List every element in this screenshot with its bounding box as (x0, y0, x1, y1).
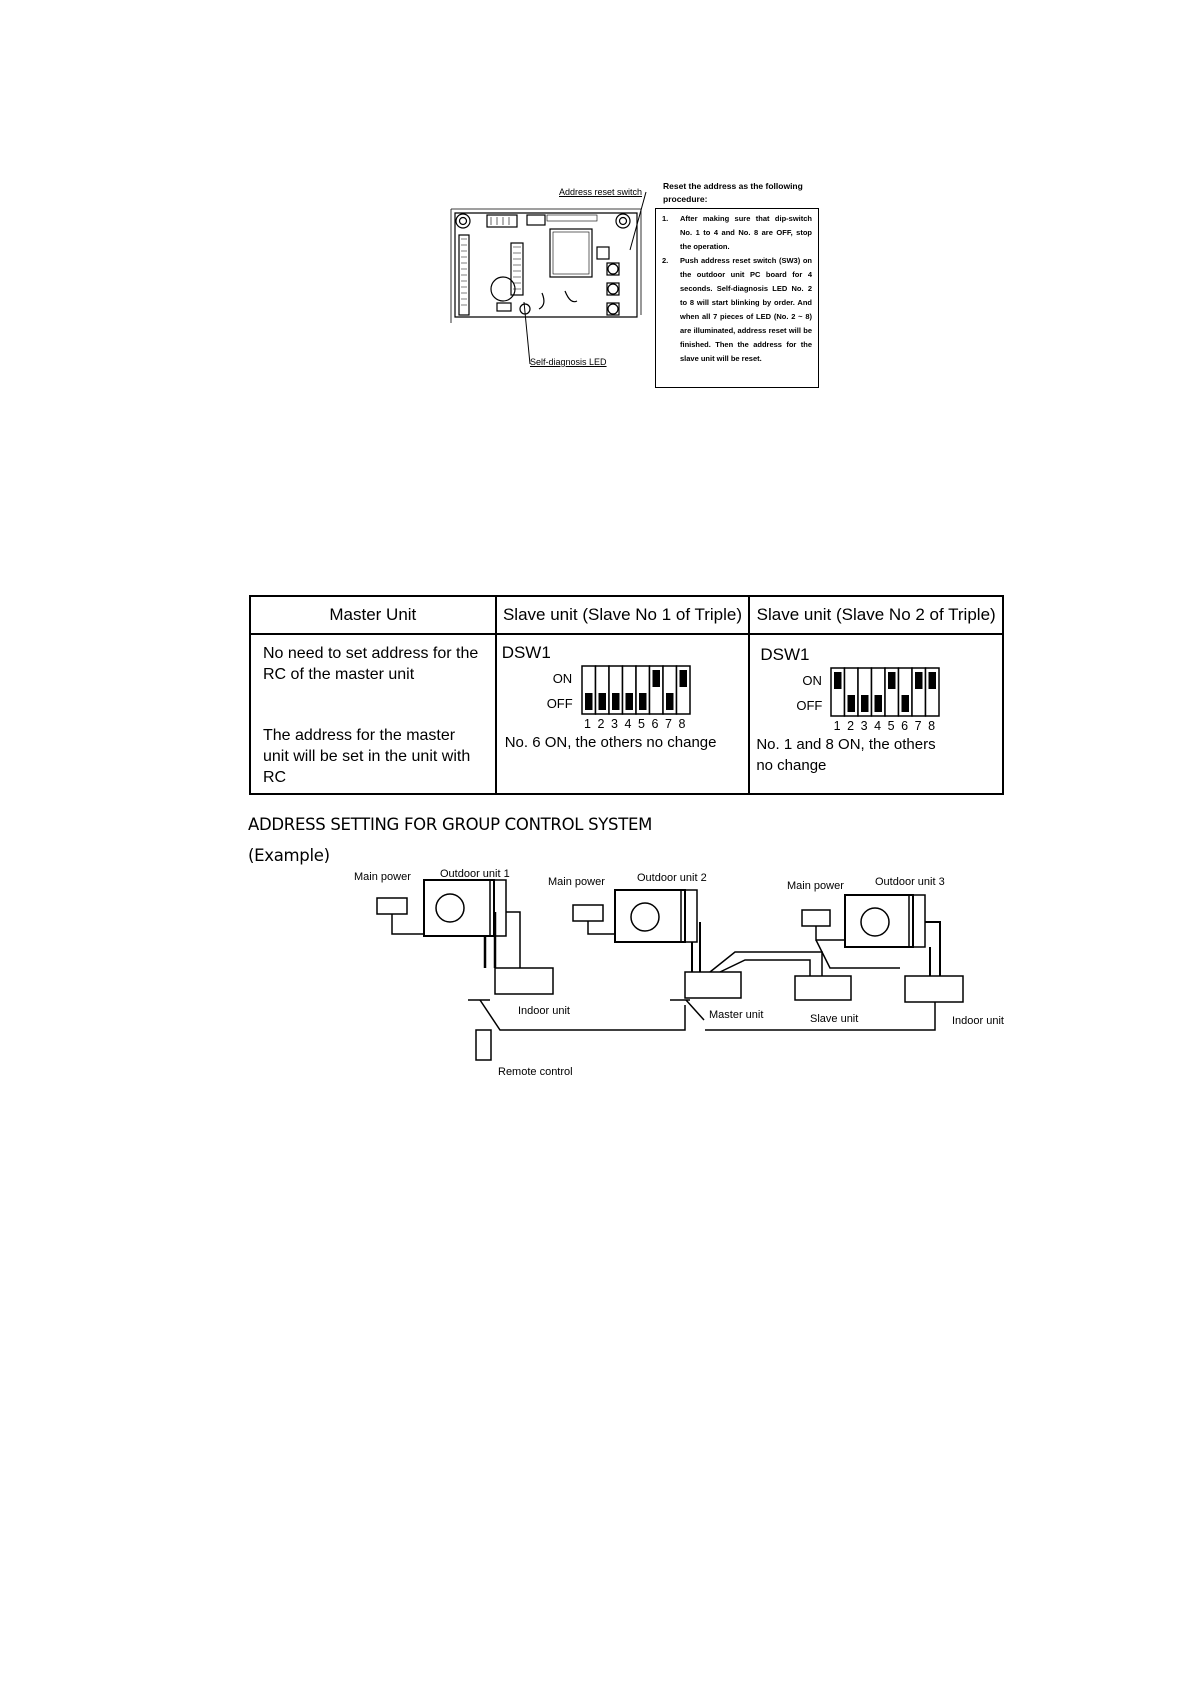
dip-switch-1 (831, 668, 845, 716)
outdoor-unit-1-label: Outdoor unit 1 (440, 868, 510, 880)
self-diagnosis-led-label: Self-diagnosis LED (530, 357, 607, 367)
outdoor-2-fan-icon (631, 903, 659, 931)
switch-number: 5 (887, 719, 895, 733)
slave1-cell (496, 634, 750, 794)
slave2-cell (749, 634, 1003, 794)
switch-number: 1 (583, 717, 591, 731)
switch-knob-on (679, 670, 687, 687)
main-power-3-box (802, 910, 830, 926)
header-slave-1: Slave unit (Slave No 1 of Triple) (496, 596, 750, 634)
master-unit-label: Master unit (709, 1009, 764, 1021)
switch-knob-off (612, 693, 620, 710)
switch-knob-on (834, 672, 842, 689)
switch-knob-off (585, 693, 593, 710)
dip-switch-5 (885, 668, 899, 716)
dip-switch-5 (636, 666, 650, 714)
dip-switch-4 (622, 666, 636, 714)
switch-number: 5 (637, 717, 645, 731)
indoor-unit-1-label: Indoor unit (518, 1005, 570, 1017)
dip-switch-8 (676, 666, 690, 714)
dip-switch-8 (926, 668, 940, 716)
outdoor-unit-1 (424, 880, 494, 936)
switch-numbers (581, 717, 689, 731)
on-label: ON (802, 673, 822, 688)
reset-switch-leader-line (600, 190, 660, 270)
switch-number: 8 (678, 717, 686, 731)
main-power-1-label: Main power (354, 871, 411, 883)
switch-number: 7 (914, 719, 922, 733)
dip-switch-slave1 (581, 665, 693, 717)
on-label: ON (552, 671, 573, 686)
indoor-unit-3-label: Indoor unit (952, 1015, 1004, 1027)
slave1-note: No. 6 ON, the others no change (504, 734, 717, 751)
slave-unit-label: Slave unit (810, 1013, 859, 1025)
indoor-unit-3 (905, 976, 963, 1002)
step-text: After making sure that dip-switch No. 1 to 4 and No. 8 are OFF, stop the operation. (680, 214, 812, 251)
switch-number: 6 (901, 719, 909, 733)
dip-switch-7 (663, 666, 677, 714)
outdoor-1-fan-icon (436, 894, 464, 922)
header-slave-2: Slave unit (Slave No 2 of Triple) (749, 596, 1003, 634)
dip-switch-6 (649, 666, 663, 714)
switch-title: DSW1 (760, 645, 810, 664)
switch-knob-on (929, 672, 937, 689)
switch-knob-on (915, 672, 923, 689)
switch-number: 3 (860, 719, 868, 733)
dip-switch-4 (872, 668, 886, 716)
switch-knob-off (666, 693, 674, 710)
main-power-3-label: Main power (787, 880, 844, 892)
master-unit (685, 972, 741, 998)
off-label: OFF (546, 696, 573, 711)
switch-knob-on (652, 670, 660, 687)
header-master: Master Unit (250, 596, 496, 634)
switch-number: 4 (874, 719, 882, 733)
switch-knob-off (875, 695, 883, 712)
switch-knob-off (861, 695, 869, 712)
slave2-note: No. 1 and 8 ON, the others no change (756, 736, 936, 774)
switch-title: DSW1 (501, 643, 551, 662)
procedure-box (655, 208, 819, 388)
switch-knob-off (598, 693, 606, 710)
remote-control-label: Remote control (498, 1066, 573, 1078)
switch-knob-off (902, 695, 910, 712)
switch-knob-off (639, 693, 647, 710)
outdoor-3-fan-icon (861, 908, 889, 936)
address-table (249, 595, 1004, 795)
main-power-2-label: Main power (548, 876, 605, 888)
step-number: 1. (662, 214, 669, 223)
switch-knob-off (848, 695, 856, 712)
dip-switch-2 (595, 666, 609, 714)
group-control-diagram (340, 860, 1010, 1080)
dip-switch-3 (858, 668, 872, 716)
example-label: (Example) (248, 846, 330, 865)
outdoor-unit-2 (615, 890, 685, 942)
switch-number: 3 (610, 717, 618, 731)
switch-number: 4 (624, 717, 632, 731)
table-header-row (250, 596, 1003, 634)
table-row (250, 634, 1003, 794)
dip-switch-slave2 (830, 667, 942, 719)
switch-number: 2 (597, 717, 605, 731)
step-number: 2. (662, 256, 669, 265)
main-power-2-box (573, 905, 603, 921)
switch-number: 8 (928, 719, 936, 733)
dip-switch-2 (845, 668, 859, 716)
dip-switch-6 (899, 668, 913, 716)
outdoor-unit-3 (845, 895, 913, 947)
switch-numbers (830, 719, 938, 733)
switch-number: 6 (651, 717, 659, 731)
indoor-unit-1 (495, 968, 553, 994)
remote-control-box (476, 1030, 491, 1060)
step-text: Push address reset switch (SW3) on the outdoor unit PC board for 4 seconds. Self-diagnosis LED No. 2 to 8 will start blinking by order. And when all 7 pieces of LED (No. 2 ~ 8) are illuminated, address reset will be finished. Then the address for the slave unit will be reset. (680, 256, 812, 363)
master-cell (250, 634, 496, 794)
dip-switch-7 (912, 668, 926, 716)
switch-knob-on (888, 672, 896, 689)
address-reset-switch-label: Address reset switch (559, 187, 643, 197)
switch-number: 7 (664, 717, 672, 731)
dip-switch-3 (609, 666, 623, 714)
dip-switch-1 (582, 666, 596, 714)
procedure-step (662, 254, 812, 366)
master-text-1: No need to set address for the RC of the master unit (263, 645, 479, 683)
switch-number: 2 (847, 719, 855, 733)
group-control-heading: ADDRESS SETTING FOR GROUP CONTROL SYSTEM (248, 815, 653, 834)
off-label: OFF (796, 698, 823, 713)
outdoor-unit-3-label: Outdoor unit 3 (875, 876, 945, 888)
switch-knob-off (625, 693, 633, 710)
procedure-step (662, 212, 812, 254)
slave-unit (795, 976, 851, 1000)
main-power-1-box (377, 898, 407, 914)
procedure-title: Reset the address as the following procedure: (663, 181, 803, 204)
switch-number: 1 (833, 719, 841, 733)
master-text-2: The address for the master unit will be set in the unit with RC (263, 727, 471, 786)
outdoor-unit-2-label: Outdoor unit 2 (637, 872, 707, 884)
